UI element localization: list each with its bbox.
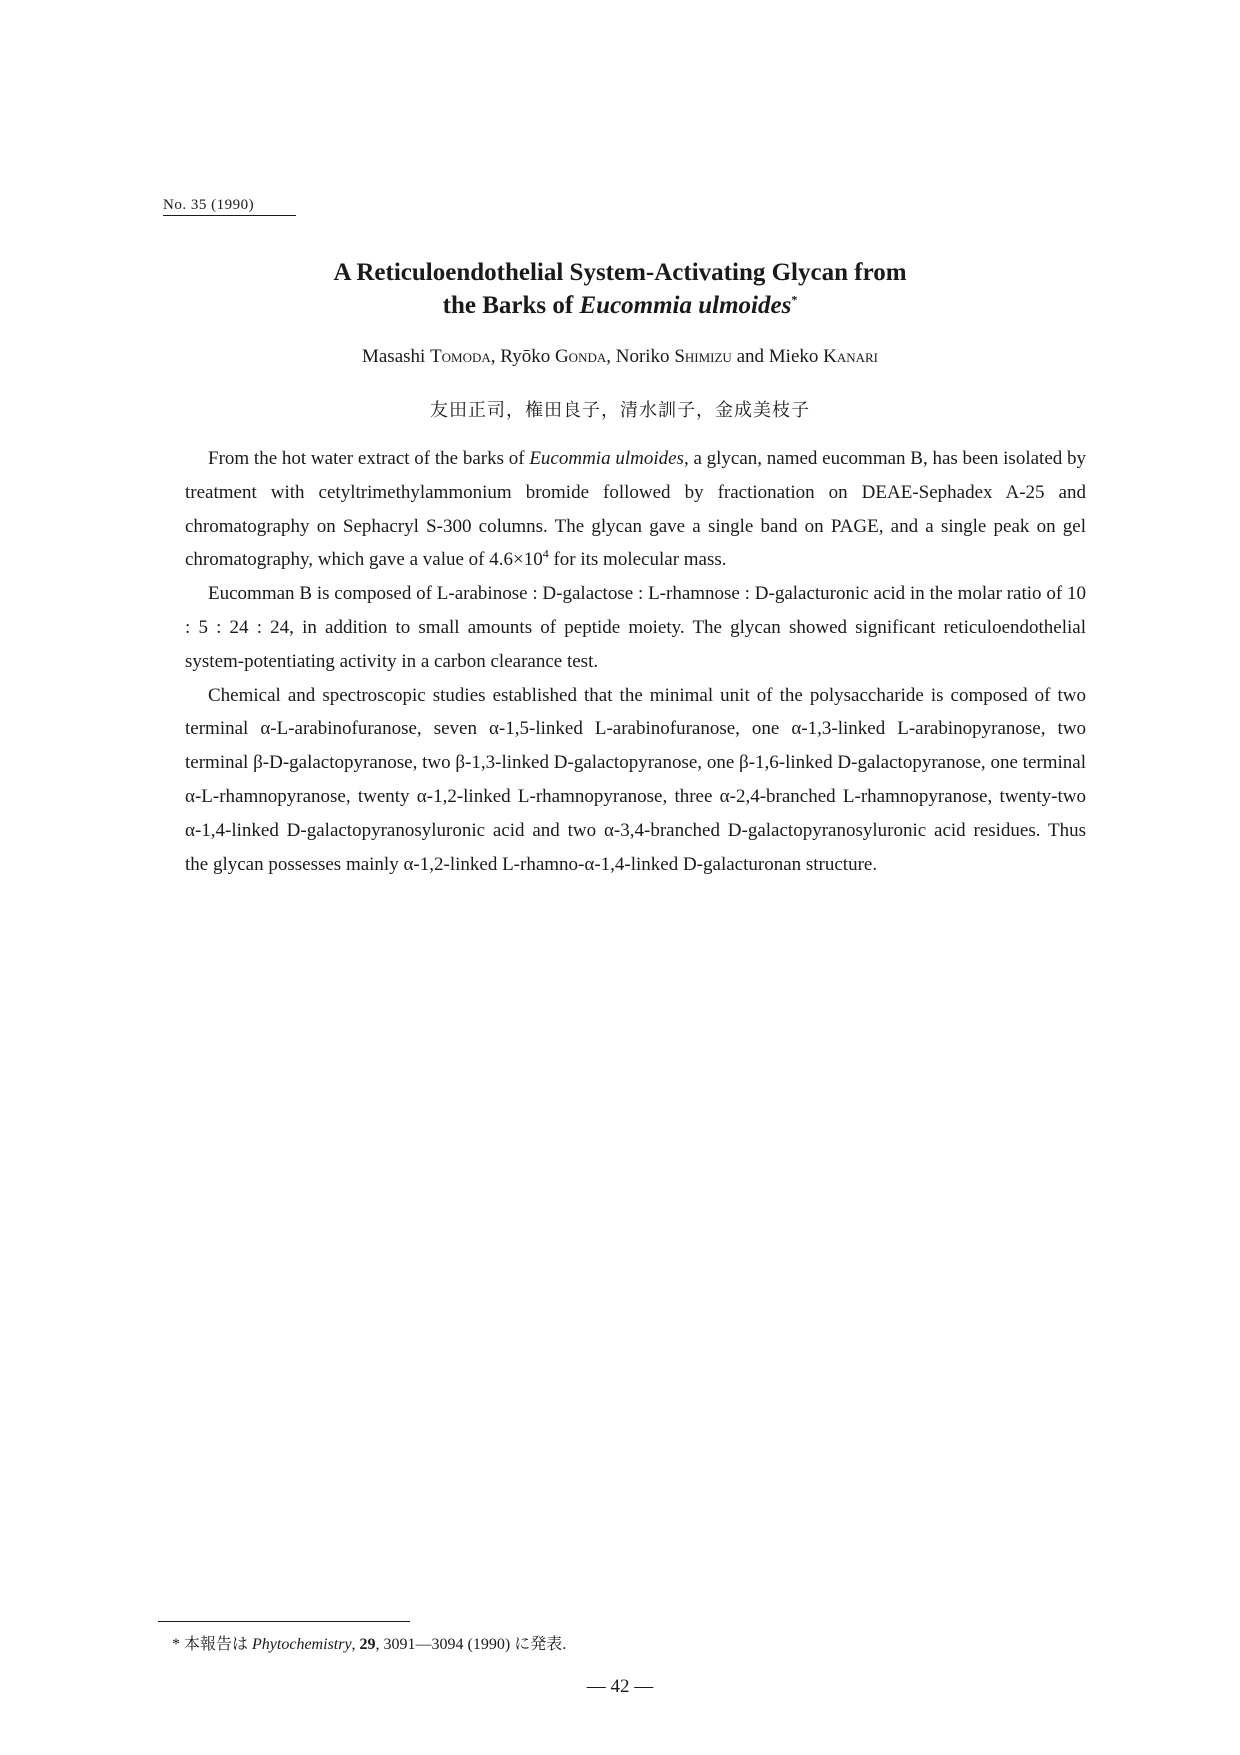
author-1-family: Tomoda	[430, 346, 491, 367]
abstract-paragraph-1	[185, 442, 1086, 577]
author-1-given: Masashi	[361, 346, 431, 367]
issue-label: No. 35 (1990)	[163, 197, 296, 216]
abstract	[185, 442, 1086, 881]
author-2-given: Ryōko	[500, 346, 555, 367]
author-2-family: Gonda	[554, 346, 607, 367]
author-separator: ,	[490, 346, 501, 367]
species-name: Eucommia ulmoides	[529, 448, 684, 469]
journal-volume: 29	[359, 1636, 376, 1653]
title-footnote-mark: *	[791, 292, 798, 307]
abstract-text: for its molecular mass.	[548, 549, 727, 571]
article-title	[200, 256, 1040, 322]
footnote-text: ,	[351, 1636, 360, 1653]
exponent: 4	[542, 547, 549, 562]
footnote-mark: *	[172, 1636, 180, 1653]
title-prefix: the Barks of	[442, 292, 580, 319]
author-list-japanese: 友田正司，権田良子，清水訓子，金成美枝子	[430, 400, 810, 420]
author-separator: ,	[606, 346, 616, 367]
author-4-given: Mieko	[768, 346, 824, 367]
title-species: Eucommia ulmoides	[579, 292, 792, 319]
abstract-text: From the hot water extract of the barks of	[208, 448, 530, 469]
author-3-given: Noriko	[615, 346, 675, 367]
footnote-text: , 3091—3094 (1990) に発表.	[375, 1636, 567, 1653]
footnote	[172, 1631, 566, 1654]
page-number: — 42 —	[586, 1676, 654, 1697]
author-list	[200, 346, 1040, 368]
abstract-text: , a glycan, named eucomman B, has been isolated by treatment with cetyltrimethylammonium bromide followed by fractionation on DEAE-Sephadex A-25 and chromatography on Sephacryl S-300 columns. The glycan gave a single band on PAGE, and a single peak on gel chromatography, which gave a value of 4.6×10	[185, 448, 1087, 571]
title-line-2	[200, 289, 1040, 322]
abstract-paragraph-3: Chemical and spectroscopic studies established that the minimal unit of the polysaccharide is composed of two terminal α-L-arabinofuranose, seven α-1,5-linked L-arabinofuranose, one α-1,3-linked L-arabinopyranose, two terminal β-D-galactopyranose, two β-1,3-linked D-galactopyranose, one β-1,6-linked D-galactopyranose, one terminal α-L-rhamnopyranose, twenty α-1,2-linked L-rhamnopyranose, three α-2,4-branched L-rhamnopyranose, twenty-two α-1,4-linked D-galactopyranosyluronic acid and two α-3,4-branched D-galactopyranosyluronic acid residues. Thus the glycan possesses mainly α-1,2-linked L-rhamno-α-1,4-linked D-galacturonan structure.	[185, 684, 1086, 875]
author-3-family: Shimizu	[674, 346, 732, 367]
author-conjunction: and	[731, 346, 769, 367]
author-4-family: Kanari	[823, 346, 879, 367]
abstract-paragraph-2: Eucomman B is composed of L-arabinose : D-galactose : L-rhamnose : D-galacturonic acid in the molar ratio of 10 : 5 : 24 : 24, in addition to small amounts of peptide moiety. The glycan showed significant reticuloendothelial system-potentiating activity in a carbon clearance test.	[185, 583, 1086, 672]
footnote-divider	[158, 1621, 410, 1622]
journal-name: Phytochemistry	[252, 1636, 352, 1653]
title-line-1: A Reticuloendothelial System-Activating Glycan from	[333, 259, 907, 286]
footnote-text: 本報告は	[180, 1636, 253, 1653]
